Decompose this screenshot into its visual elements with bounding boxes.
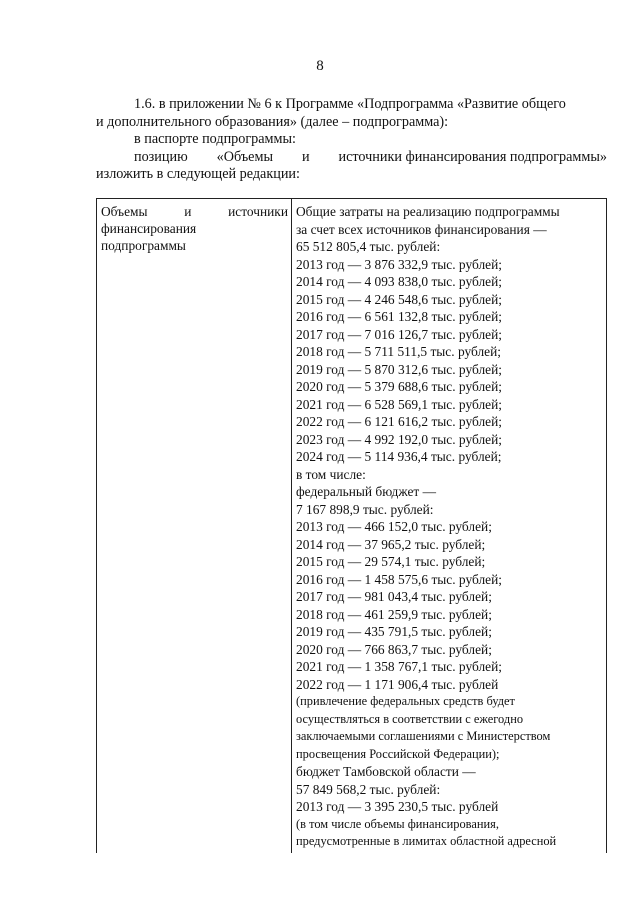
right-cell-line: Общие затраты на реализацию подпрограммы — [296, 204, 560, 219]
right-cell-line: (привлечение федеральных средств будет — [296, 694, 515, 708]
table-right-cell — [293, 199, 606, 853]
right-cell-line: 2022 год — 1 171 906,4 тыс. рублей — [296, 676, 499, 692]
right-cell-line: осуществляться в соответствии с ежегодно — [296, 711, 524, 726]
right-cell-line: 2013 год — 3 876 332,9 тыс. рублей; — [296, 256, 502, 272]
right-cell-line: 2013 год — 466 152,0 тыс. рублей; — [296, 519, 492, 534]
right-cell-line: 2019 год — 435 791,5 тыс. рублей; — [296, 624, 492, 639]
intro-word: источники финансирования подпрограммы» — [338, 148, 607, 165]
left-cell-line: финансирования — [101, 221, 197, 236]
right-cell-line: за счет всех источников финансирования — — [296, 221, 547, 237]
right-cell-line: федеральный бюджет — — [296, 484, 436, 499]
right-cell-line: 2024 год — 5 114 936,4 тыс. рублей; — [296, 449, 502, 464]
intro-paragraph — [96, 96, 607, 184]
right-cell-line: 2017 год — 981 043,4 тыс. рублей; — [296, 589, 492, 604]
intro-word: и — [301, 148, 310, 165]
right-cell-line: 2016 год — 6 561 132,8 тыс. рублей; — [296, 309, 502, 324]
right-cell-line: 2015 год — 29 574,1 тыс. рублей; — [296, 554, 486, 569]
left-cell-word: источники — [228, 204, 288, 219]
right-cell-line: 2013 год — 3 395 230,5 тыс. рублей — [296, 799, 499, 814]
left-cell-line: подпрограммы — [101, 238, 186, 253]
right-cell-line: 2023 год — 4 992 192,0 тыс. рублей; — [296, 431, 502, 447]
right-cell-line: бюджет Тамбовской области — — [296, 764, 476, 779]
page-number: 8 — [316, 58, 324, 74]
passport-table — [96, 198, 607, 853]
left-cell-word: и — [184, 204, 192, 219]
right-cell-line: 2021 год — 1 358 767,1 тыс. рублей; — [296, 659, 502, 674]
right-cell-line: 2019 год — 5 870 312,6 тыс. рублей; — [296, 361, 502, 377]
left-cell-word: Объемы — [101, 204, 148, 219]
table-left-cell — [97, 199, 292, 853]
right-cell-line: 2018 год — 461 259,9 тыс. рублей; — [296, 606, 492, 622]
right-cell-line: 2020 год — 766 863,7 тыс. рублей; — [296, 641, 492, 657]
intro-line: 1.6. в приложении № 6 к Программе «Подпрограмма «Развитие общего — [134, 96, 566, 112]
right-cell-line: 2018 год — 5 711 511,5 тыс. рублей; — [296, 344, 501, 359]
right-cell-line: заключаемыми соглашениями с Министерством — [296, 729, 551, 743]
right-cell-line: 65 512 805,4 тыс. рублей: — [296, 239, 441, 254]
intro-line: и дополнительного образования» (далее – подпрограмма): — [96, 113, 449, 130]
right-cell-line: просвещения Российской Федерации); — [296, 746, 500, 761]
right-cell-line: (в том числе объемы финансирования, — [296, 816, 499, 831]
right-cell-line: 2020 год — 5 379 688,6 тыс. рублей; — [296, 379, 502, 394]
right-cell-line: 2017 год — 7 016 126,7 тыс. рублей; — [296, 326, 502, 342]
right-cell-line: 2021 год — 6 528 569,1 тыс. рублей; — [296, 396, 502, 412]
right-cell-line: в том числе: — [296, 466, 366, 482]
intro-word: «Объемы — [216, 148, 273, 165]
right-cell-line: 2022 год — 6 121 616,2 тыс. рублей; — [296, 414, 502, 429]
right-cell-line: 2014 год — 37 965,2 тыс. рублей; — [296, 536, 486, 552]
intro-line: изложить в следующей редакции: — [96, 166, 300, 183]
right-cell-line: 2014 год — 4 093 838,0 тыс. рублей; — [296, 274, 502, 289]
intro-line-spread — [96, 149, 607, 167]
right-cell-line: 7 167 898,9 тыс. рублей: — [296, 501, 434, 517]
left-cell-line — [101, 203, 288, 220]
intro-word: позицию — [134, 148, 188, 165]
right-cell-line: предусмотренные в лимитах областной адресной — [296, 834, 557, 848]
right-cell-line: 2015 год — 4 246 548,6 тыс. рублей; — [296, 291, 502, 307]
right-cell-line: 57 849 568,2 тыс. рублей: — [296, 781, 441, 797]
right-cell-line: 2016 год — 1 458 575,6 тыс. рублей; — [296, 571, 502, 587]
intro-line: в паспорте подпрограммы: — [134, 131, 296, 148]
